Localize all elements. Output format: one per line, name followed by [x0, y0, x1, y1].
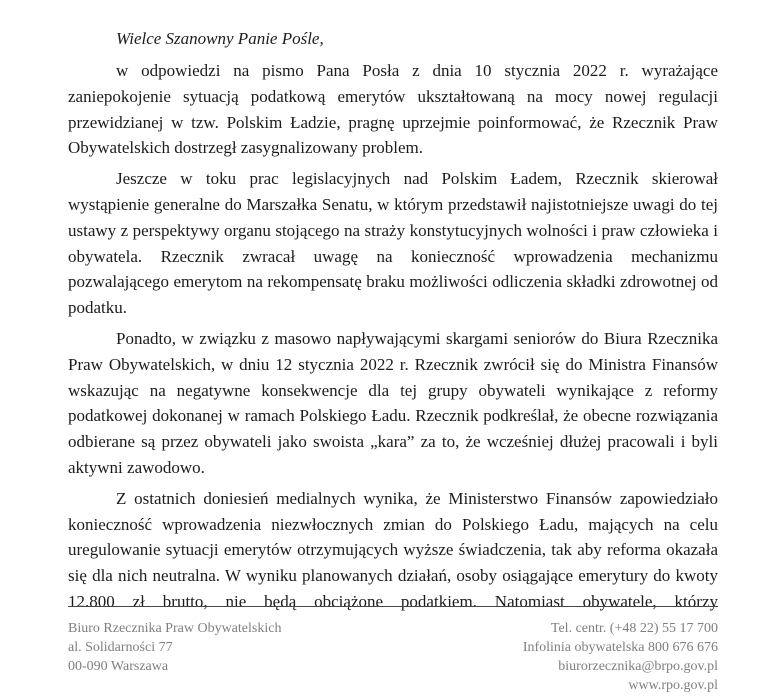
footer-columns	[68, 619, 718, 695]
footer-phone-line: Tel. centr. (+48 22) 55 17 700	[550, 621, 718, 636]
body-paragraph-3: Ponadto, w związku z masowo napływającymi skargami seniorów do Biura Rzecznika Praw Obywatelskich, w dniu 12 stycznia 2022 r. Rzecznik zwrócił się do Ministra Finansów wskazując na negatywne konsekwencje dla tej grupy obywateli wynikające z reformy podatkowej dokonanej w ramach Polskiego Ładu. Rzecznik podkreślał, że obecne rozwiązania odbierane są przez obywateli jako swoista „kara” za to, że wcześniej dłużej pracowali i byli aktywni zawodowo.	[68, 328, 718, 477]
footer-address-line: Biuro Rzecznika Praw Obywatelskich	[68, 621, 282, 636]
footer-divider	[68, 606, 718, 607]
footer-address-line: 00-090 Warszawa	[68, 659, 169, 674]
footer-email-line: biurorzecznika@brpo.gov.pl	[558, 659, 718, 674]
body-paragraph-1: w odpowiedzi na pismo Pana Posła z dnia 10 stycznia 2022 r. wyrażające zaniepokojenie sytuacją podatkową emerytów ukształtowaną na mocy nowej regulacji przewidzianej w tzw. Polskim Ładzie, pragnę uprzejmie poinformować, że Rzecznik Praw Obywatelskich dostrzegł zasygnalizowany problem.	[68, 61, 718, 158]
footer-contact-block	[523, 619, 718, 695]
footer-address-block	[68, 619, 281, 676]
body-paragraph-2: Jeszcze w toku prac legislacyjnych nad Polskim Ładem, Rzecznik skierował wystąpienie generalne do Marszałka Senatu, w którym przedstawił najistotniejsze uwagi do tej ustawy z perspektywy organu stojącego na straży konstytucyjnych wolności i praw człowieka i obywatela. Rzecznik zwracał uwagę na konieczność wprowadzenia mechanizmu pozwalającego emerytom na rekompensatę braku możliwości odliczenia składki zdrowotnej od podatku.	[68, 169, 718, 318]
footer-website-line: www.rpo.gov.pl	[628, 678, 718, 693]
body-paragraph-4: Z ostatnich doniesień medialnych wynika, że Ministerstwo Finansów zapowiedziało konieczność wprowadzenia niezwłocznych zmian do Polskiego Ładu, mających na celu uregulowanie sytuacji emerytów otrzymujących wyższe świadczenia, tak aby reforma okazała się dla nich neutralna. W wyniku planowanych działań, osoby osiągające emerytury do kwoty 12.800 zł brutto, nie będą obciążone podatkiem. Natomiast obywatele, którzy	[68, 488, 718, 611]
letter-body	[68, 26, 718, 615]
footer-address-line: al. Solidarności 77	[68, 640, 173, 655]
salutation: Wielce Szanowny Panie Pośle,	[116, 29, 324, 48]
letter-footer	[68, 606, 718, 695]
footer-hotline-line: Infolinia obywatelska 800 676 676	[522, 640, 718, 655]
